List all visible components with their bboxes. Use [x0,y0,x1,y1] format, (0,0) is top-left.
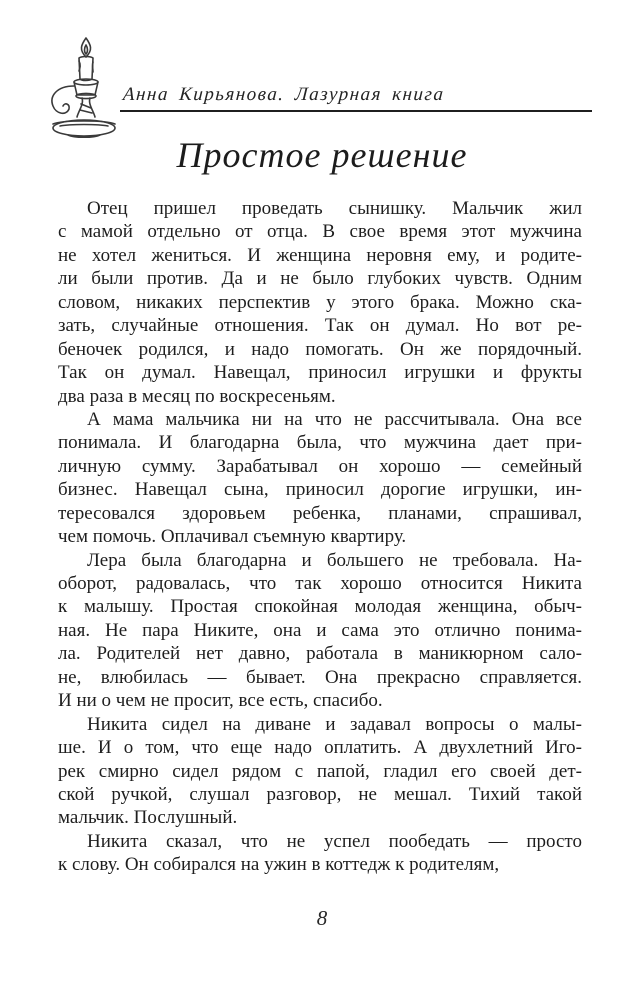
text-line: словом, никаких перспектив у этого брака. Можно ска- [58,291,582,313]
text-line: с мамой отдельно от отца. В свое время этот мужчина [58,221,582,243]
text-line: к малышу. Простая спокойная молодая женщина, обыч- [58,596,582,618]
text-line: ли были против. Да и не было глубоких чувств. Одним [58,268,582,290]
chapter-title: Простое решение [176,135,468,175]
text-line: тересовался здоровьем ребенка, планами, спрашивал, [58,502,582,524]
text-line: Так он думал. Навещал, приносил игрушки и фрукты [58,362,582,384]
header-rule [120,110,592,112]
text-line: беночек родился, и надо помогать. Он же порядочный. [58,338,582,360]
text-line: Отец пришел проведать сынишку. Мальчик жил [87,198,582,219]
text-line: два раза в месяц по воскресеньям. [58,385,336,407]
body-text [58,197,582,877]
text-line: рек смирно сидел рядом с папой, гладил его своей дет- [58,760,582,782]
text-line: не, влюбилась — бывает. Она прекрасно справляется. [58,666,582,688]
candlestick-icon [44,34,122,150]
text-line: бизнес. Навещал сына, приносил дорогие игрушки, ин- [58,479,582,501]
text-line: Никита сидел на диване и задавал вопросы о малы- [87,713,582,735]
text-line: ше. И о том, что еще надо оплатить. А двухлетний Иго- [58,737,582,759]
text-line: личную сумму. Зарабатывал он хорошо — семейный [58,455,582,477]
text-line: зать, случайные отношения. Так он думал. Но вот ре- [58,315,582,337]
text-line: А мама мальчика ни на что не рассчитывала. Она все [87,408,582,430]
text-line: к слову. Он собирался на ужин в коттедж к родителям, [58,854,500,876]
text-line: ской ручкой, слушал разговор, не мешал. Тихий такой [58,783,582,805]
text-line: понимала. И благодарна была, что мужчина дает при- [58,432,582,454]
running-head-book-title: Анна Кирьянова. Лазурная книга [122,84,446,105]
page-number: 8 [316,906,328,930]
text-line: Никита сказал, что не успел пообедать — просто [87,830,582,852]
text-line: Лера была благодарна и большего не требовала. На- [87,549,582,571]
text-line: не хотел жениться. И женщина неровня ему, и родите- [58,244,582,266]
text-line: оборот, радовалась, что так хорошо относится Никита [58,573,582,594]
text-line: мальчик. Послушный. [58,807,238,829]
text-line: чем помочь. Оплачивал съемную квартиру. [58,526,407,548]
text-line: ная. Не пара Никите, она и сама это отлично понима- [58,619,582,641]
text-line: И ни о чем не просит, все есть, спасибо. [58,690,383,712]
text-line: ла. Родителей нет давно, работала в маникюрном сало- [58,643,582,665]
